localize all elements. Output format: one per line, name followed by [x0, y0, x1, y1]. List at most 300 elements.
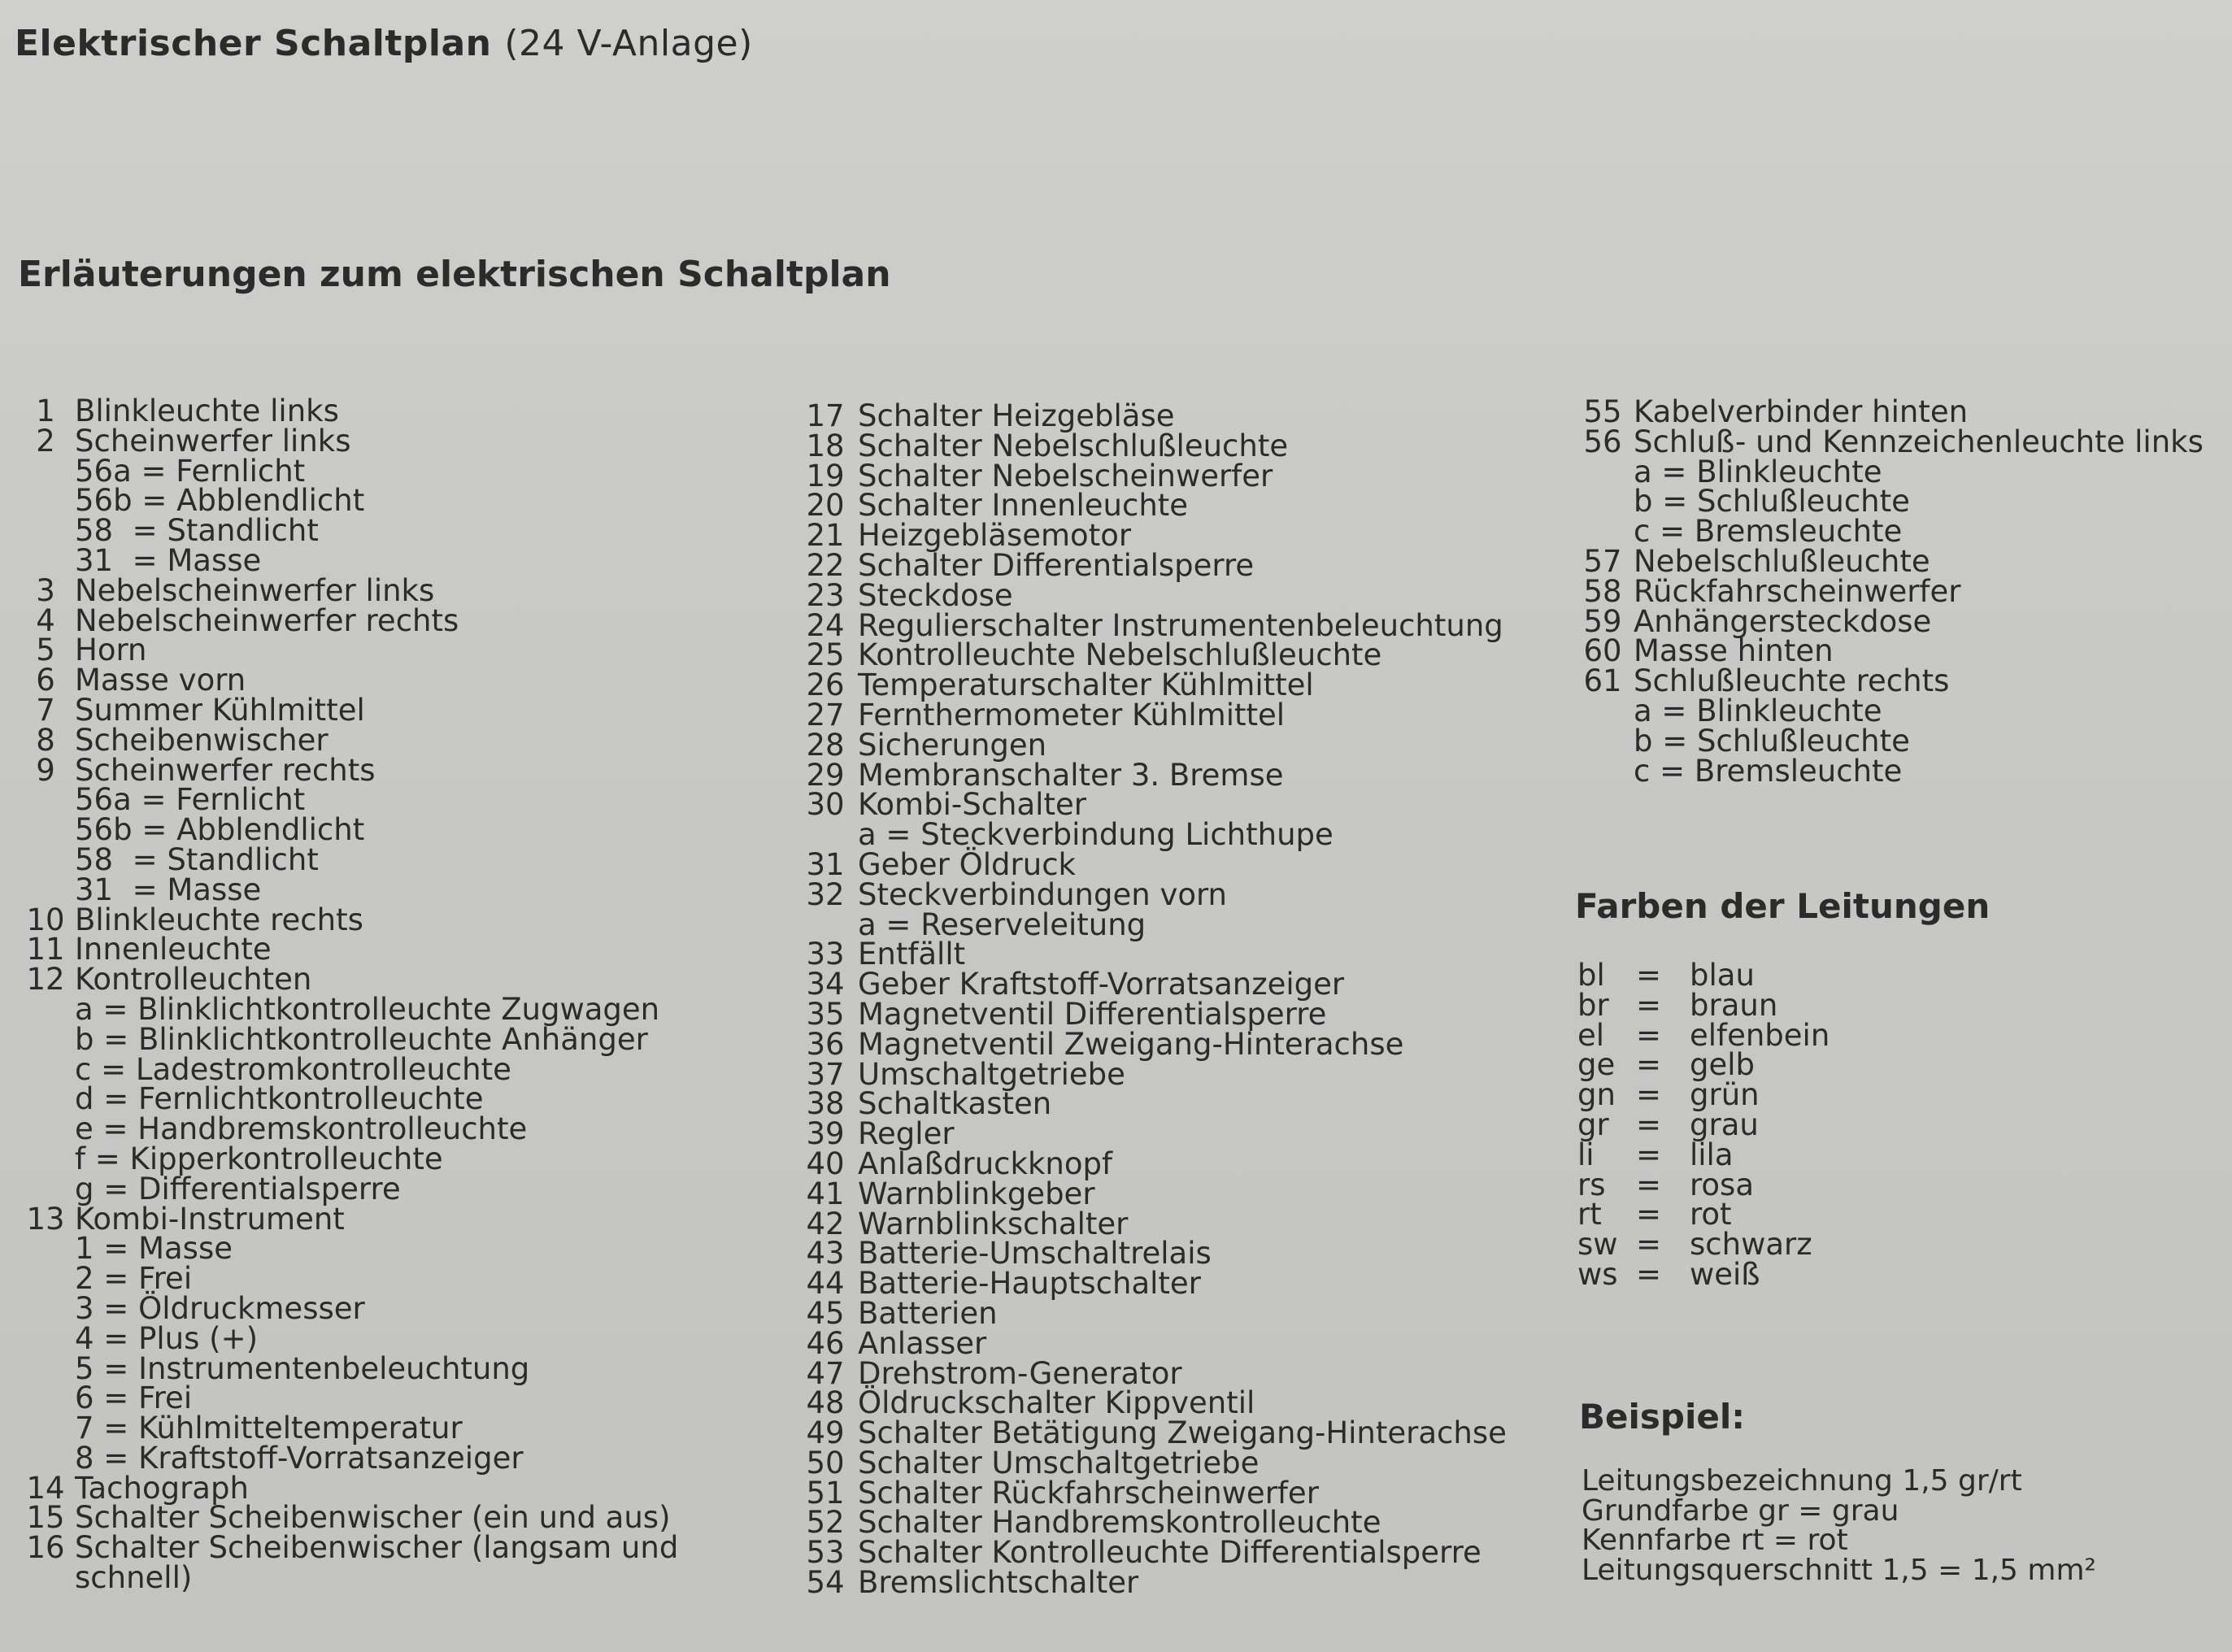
item-label: Schalter Innenleuchte — [858, 488, 1189, 524]
wire-color-item — [1577, 1047, 1830, 1083]
legend-item — [16, 782, 678, 818]
item-sub-label: 1 = Masse — [75, 1231, 233, 1267]
item-sub-label: b = Schlußleuchte — [1634, 723, 1910, 759]
example-line: Kennfarbe rt = rot — [1582, 1524, 1848, 1557]
item-label: Schalter Nebelscheinwerfer — [858, 458, 1273, 493]
item-number: 13 — [26, 1201, 65, 1237]
legend-item — [1572, 424, 2204, 459]
legend-item — [793, 817, 1507, 853]
legend-item — [16, 1440, 678, 1476]
item-label: Nebelscheinwerfer links — [75, 572, 435, 608]
item-number: 33 — [806, 937, 845, 972]
legend-item — [793, 1565, 1507, 1601]
legend-item — [16, 513, 678, 549]
equals-sign: = — [1636, 1197, 1662, 1232]
legend-item — [16, 812, 678, 848]
legend-item — [793, 518, 1507, 554]
item-number: 9 — [36, 752, 55, 788]
color-name: elfenbein — [1690, 1017, 1830, 1053]
legend-item — [16, 483, 678, 519]
item-number: 3 — [36, 572, 55, 608]
item-label: Masse hinten — [1634, 633, 1834, 669]
item-number: 26 — [806, 667, 845, 703]
legend-item — [793, 1385, 1507, 1421]
legend-item — [16, 1350, 678, 1386]
legend-item — [1572, 753, 2204, 789]
item-number: 50 — [806, 1445, 845, 1480]
legend-item — [16, 902, 678, 937]
equals-sign: = — [1636, 1256, 1662, 1292]
item-label: Sicherungen — [858, 727, 1047, 763]
color-code: sw — [1577, 1227, 1618, 1263]
item-label: Schalter Nebelschlußleuchte — [858, 428, 1289, 463]
wire-colors-heading: Farben der Leitungen — [1575, 886, 1991, 926]
item-number: 19 — [806, 458, 845, 493]
legend-item — [16, 1470, 678, 1506]
item-label: Batterie-Umschaltrelais — [858, 1236, 1212, 1272]
item-label: Masse vorn — [75, 663, 246, 698]
legend-item — [793, 1505, 1507, 1541]
legend-item — [16, 932, 678, 967]
legend-item — [793, 906, 1507, 942]
document-title — [15, 23, 753, 64]
color-name: weiß — [1690, 1256, 1760, 1292]
wire-color-item — [1577, 1137, 1830, 1172]
color-name: blau — [1690, 958, 1755, 993]
item-number: 8 — [36, 722, 55, 758]
legend-item — [1572, 723, 2204, 759]
item-number: 60 — [1583, 633, 1622, 669]
item-number: 20 — [806, 488, 845, 524]
legend-item — [1572, 394, 2204, 429]
item-sub-label: 5 = Instrumentenbeleuchtung — [75, 1350, 530, 1386]
item-label: Schaltkasten — [858, 1086, 1052, 1122]
item-label: Schalter Betätigung Zweigang-Hinterachse — [858, 1415, 1507, 1451]
wire-color-item — [1577, 1167, 1830, 1202]
legend-column-3 — [1572, 394, 2204, 789]
color-code: li — [1577, 1137, 1595, 1172]
item-number: 61 — [1583, 663, 1622, 699]
legend-item — [16, 1380, 678, 1416]
item-number: 22 — [806, 547, 845, 583]
item-sub-label: 4 = Plus (+) — [75, 1320, 259, 1356]
item-label: Geber Öldruck — [858, 846, 1076, 882]
equals-sign: = — [1636, 1106, 1662, 1142]
item-number: 34 — [806, 967, 845, 1002]
color-name: braun — [1690, 987, 1778, 1023]
item-number: 18 — [806, 428, 845, 463]
item-label: Öldruckschalter Kippventil — [858, 1385, 1255, 1421]
item-number: 51 — [806, 1475, 845, 1511]
item-number: 36 — [806, 1026, 845, 1062]
legend-column-1 — [16, 393, 679, 1596]
color-code: ge — [1577, 1047, 1616, 1083]
item-number: 45 — [806, 1295, 845, 1331]
legend-item — [793, 1535, 1507, 1571]
item-label: Regulierschalter Instrumentenbeleuchtung — [858, 607, 1503, 643]
item-label-continuation: schnell) — [75, 1560, 193, 1596]
item-sub-label: c = Ladestromkontrolleuchte — [75, 1051, 511, 1087]
item-label: Bremslichtschalter — [858, 1565, 1139, 1601]
legend-item — [1572, 573, 2204, 609]
item-sub-label: 58 = Standlicht — [75, 841, 319, 877]
legend-item — [16, 423, 678, 459]
item-sub-label: f = Kipperkontrolleuchte — [75, 1141, 443, 1176]
legend-item — [16, 1021, 678, 1057]
item-number: 59 — [1583, 603, 1622, 639]
wire-color-item — [1577, 1256, 1830, 1292]
item-label: Steckdose — [858, 577, 1013, 613]
item-sub-label: 56a = Fernlicht — [75, 782, 306, 818]
title-main: Elektrischer Schaltplan — [15, 23, 492, 64]
legend-item — [793, 846, 1507, 882]
legend-item — [1572, 514, 2204, 550]
example-block — [1582, 1464, 2096, 1587]
item-sub-label: 3 = Öldruckmesser — [75, 1290, 365, 1326]
legend-item — [793, 458, 1507, 493]
legend-item — [1572, 663, 2204, 699]
legend-item — [793, 607, 1507, 643]
item-number: 6 — [36, 663, 55, 698]
item-label: Magnetventil Zweigang-Hinterachse — [858, 1026, 1404, 1062]
item-number: 41 — [806, 1176, 845, 1211]
legend-item — [1572, 603, 2204, 639]
item-number: 31 — [806, 846, 845, 882]
item-label: Drehstrom-Generator — [858, 1355, 1182, 1391]
legend-item — [793, 1026, 1507, 1062]
item-label: Anlasser — [858, 1325, 987, 1361]
legend-item — [16, 1560, 678, 1596]
item-label: Summer Kühlmittel — [75, 692, 365, 728]
item-number: 56 — [1583, 424, 1622, 459]
color-code: gr — [1577, 1106, 1609, 1142]
item-number: 44 — [806, 1266, 845, 1302]
color-code: rs — [1577, 1167, 1606, 1202]
item-number: 32 — [806, 876, 845, 912]
equals-sign: = — [1636, 987, 1662, 1023]
item-label: Magnetventil Differentialsperre — [858, 996, 1327, 1032]
example-line: Grundfarbe gr = grau — [1582, 1493, 1899, 1528]
legend-item — [793, 876, 1507, 912]
item-number: 27 — [806, 697, 845, 733]
item-number: 47 — [806, 1355, 845, 1391]
color-name: rot — [1690, 1197, 1732, 1232]
legend-item — [16, 1290, 678, 1326]
item-number: 40 — [806, 1146, 845, 1181]
legend-item — [16, 1261, 678, 1297]
wire-color-item — [1577, 958, 1830, 993]
color-code: rt — [1577, 1197, 1602, 1232]
item-label: Tachograph — [75, 1470, 249, 1506]
item-sub-label: a = Steckverbindung Lichthupe — [858, 817, 1334, 853]
legend-item — [793, 1236, 1507, 1272]
item-number: 49 — [806, 1415, 845, 1451]
item-label: Warnblinkschalter — [858, 1206, 1129, 1241]
legend-item — [16, 1320, 678, 1356]
legend-item — [793, 727, 1507, 763]
equals-sign: = — [1636, 1047, 1662, 1083]
color-code: ws — [1577, 1256, 1618, 1292]
item-label: Scheibenwischer — [75, 722, 328, 758]
legend-item — [793, 1295, 1507, 1331]
item-sub-label: 56b = Abblendlicht — [75, 812, 365, 848]
item-number: 39 — [806, 1116, 845, 1152]
item-label: Schlußleuchte rechts — [1634, 663, 1950, 699]
item-label: Kontrolleuchte Nebelschlußleuchte — [858, 637, 1382, 673]
legend-item — [16, 1051, 678, 1087]
color-code: br — [1577, 987, 1609, 1023]
item-sub-label: a = Blinkleuchte — [1634, 693, 1882, 728]
item-number: 55 — [1583, 394, 1622, 429]
item-sub-label: 58 = Standlicht — [75, 513, 319, 549]
item-sub-label: 31 = Masse — [75, 872, 262, 907]
item-number: 15 — [26, 1500, 65, 1536]
legend-item — [1572, 543, 2204, 579]
item-label: Kabelverbinder hinten — [1634, 394, 1969, 429]
item-sub-label: 7 = Kühlmitteltemperatur — [75, 1411, 463, 1446]
color-code: bl — [1577, 958, 1605, 993]
item-number: 25 — [806, 637, 845, 673]
item-sub-label: b = Blinklichtkontrolleuchte Anhänger — [75, 1021, 648, 1057]
color-name: gelb — [1690, 1047, 1756, 1083]
item-label: Blinkleuchte rechts — [75, 902, 363, 937]
example-line: Leitungsbezeichnung 1,5 gr/rt — [1582, 1464, 2022, 1498]
legend-item — [16, 1231, 678, 1267]
color-code: gn — [1577, 1077, 1616, 1113]
item-label: Kombi-Instrument — [75, 1201, 345, 1237]
item-number: 11 — [26, 932, 65, 967]
item-label: Scheinwerfer links — [75, 423, 351, 459]
item-label: Anhängersteckdose — [1634, 603, 1932, 639]
legend-item — [793, 1415, 1507, 1451]
item-number: 53 — [806, 1535, 845, 1571]
example-heading: Beispiel: — [1579, 1397, 1746, 1437]
legend-item — [16, 1111, 678, 1147]
legend-item — [793, 697, 1507, 733]
item-number: 48 — [806, 1385, 845, 1421]
item-label: Scheinwerfer rechts — [75, 752, 376, 788]
item-number: 38 — [806, 1086, 845, 1122]
legend-item — [16, 991, 678, 1027]
item-sub-label: c = Bremsleuchte — [1634, 514, 1903, 550]
item-number: 23 — [806, 577, 845, 613]
item-number: 28 — [806, 727, 845, 763]
wire-colors-list — [1577, 958, 1830, 1292]
item-number: 43 — [806, 1236, 845, 1272]
item-label: Nebelschlußleuchte — [1634, 543, 1930, 579]
item-sub-label: c = Bremsleuchte — [1634, 753, 1903, 789]
item-label: Horn — [75, 633, 147, 668]
item-sub-label: 56b = Abblendlicht — [75, 483, 365, 519]
legend-item — [793, 1325, 1507, 1361]
color-name: schwarz — [1690, 1227, 1812, 1263]
legend-item — [793, 967, 1507, 1002]
item-label: Schalter Scheibenwischer (ein und aus) — [75, 1500, 671, 1536]
legend-item — [793, 996, 1507, 1032]
legend-item — [793, 1176, 1507, 1211]
item-label: Membranschalter 3. Bremse — [858, 757, 1284, 793]
item-number: 5 — [36, 633, 55, 668]
item-sub-label: 56a = Fernlicht — [75, 453, 306, 489]
equals-sign: = — [1636, 1017, 1662, 1053]
item-label: Schalter Rückfahrscheinwerfer — [858, 1475, 1319, 1511]
item-number: 17 — [806, 398, 845, 433]
item-label: Steckverbindungen vorn — [858, 876, 1228, 912]
wire-color-item — [1577, 987, 1830, 1023]
legend-item — [16, 542, 678, 578]
item-label: Schluß- und Kennzeichenleuchte links — [1634, 424, 2204, 459]
legend-item — [16, 1500, 678, 1536]
legend-item — [793, 1475, 1507, 1511]
wire-color-item — [1577, 1017, 1830, 1053]
color-name: lila — [1690, 1137, 1734, 1172]
legend-item — [793, 757, 1507, 793]
legend-item — [793, 1445, 1507, 1480]
item-number: 42 — [806, 1206, 845, 1241]
item-number: 21 — [806, 518, 845, 554]
item-label: Kontrolleuchten — [75, 962, 312, 998]
item-number: 35 — [806, 996, 845, 1032]
legend-item — [16, 1201, 678, 1237]
item-number: 58 — [1583, 573, 1622, 609]
item-label: Regler — [858, 1116, 955, 1152]
item-label: Umschaltgetriebe — [858, 1056, 1125, 1092]
color-name: grün — [1690, 1077, 1760, 1113]
legend-item — [16, 572, 678, 608]
legend-item — [1572, 484, 2204, 520]
legend-item — [793, 1056, 1507, 1092]
item-sub-label: 31 = Masse — [75, 542, 262, 578]
legend-item — [16, 962, 678, 998]
equals-sign: = — [1636, 1137, 1662, 1172]
item-number: 2 — [36, 423, 55, 459]
item-sub-label: a = Reserveleitung — [858, 906, 1146, 942]
legend-item — [16, 722, 678, 758]
legend-item — [16, 1171, 678, 1206]
item-number: 37 — [806, 1056, 845, 1092]
wire-color-item — [1577, 1227, 1830, 1263]
color-code: el — [1577, 1017, 1605, 1053]
legend-item — [793, 1206, 1507, 1241]
legend-item — [793, 1355, 1507, 1391]
item-label: Fernthermometer Kühlmittel — [858, 697, 1286, 733]
item-sub-label: 2 = Frei — [75, 1261, 193, 1297]
legend-item — [1572, 693, 2204, 728]
title-sub: (24 V-Anlage) — [504, 23, 753, 64]
item-label: Batterie-Hauptschalter — [858, 1266, 1201, 1302]
item-number: 57 — [1583, 543, 1622, 579]
item-label: Geber Kraftstoff-Vorratsanzeiger — [858, 967, 1345, 1002]
legend-item — [16, 633, 678, 668]
legend-item — [16, 453, 678, 489]
item-sub-label: b = Schlußleuchte — [1634, 484, 1910, 520]
equals-sign: = — [1636, 958, 1662, 993]
legend-column-2 — [793, 398, 1507, 1601]
item-label: Kombi-Schalter — [858, 787, 1086, 823]
item-label: Schalter Kontrolleuchte Differentialsperre — [858, 1535, 1481, 1571]
item-number: 46 — [806, 1325, 845, 1361]
legend-item — [16, 841, 678, 877]
legend-item — [793, 1146, 1507, 1181]
item-sub-label: d = Fernlichtkontrolleuchte — [75, 1081, 484, 1117]
item-label: Schalter Umschaltgetriebe — [858, 1445, 1260, 1480]
item-sub-label: g = Differentialsperre — [75, 1171, 401, 1206]
wire-color-item — [1577, 1106, 1830, 1142]
item-number: 1 — [36, 393, 55, 428]
item-number: 4 — [36, 602, 55, 638]
legend-item — [793, 398, 1507, 433]
item-label: Blinkleuchte links — [75, 393, 339, 428]
example-line: Leitungsquerschnitt 1,5 = 1,5 mm² — [1582, 1553, 2096, 1587]
item-sub-label: a = Blinkleuchte — [1634, 454, 1882, 489]
legend-item — [16, 1081, 678, 1117]
item-label: Schalter Scheibenwischer (langsam und — [75, 1530, 679, 1566]
legend-item — [793, 937, 1507, 972]
legend-item — [793, 667, 1507, 703]
item-number: 16 — [26, 1530, 65, 1566]
legend-item — [16, 692, 678, 728]
item-number: 7 — [36, 692, 55, 728]
item-label: Anlaßdruckknopf — [858, 1146, 1112, 1181]
item-label: Batterien — [858, 1295, 998, 1331]
legend-item — [793, 488, 1507, 524]
item-label: Heizgebläsemotor — [858, 518, 1132, 554]
item-number: 30 — [806, 787, 845, 823]
item-number: 52 — [806, 1505, 845, 1541]
legend-item — [1572, 633, 2204, 669]
legend-item — [16, 1530, 679, 1566]
item-number: 24 — [806, 607, 845, 643]
legend-item — [16, 663, 678, 698]
legend-item — [16, 872, 678, 907]
color-name: rosa — [1690, 1167, 1754, 1202]
equals-sign: = — [1636, 1227, 1662, 1263]
item-number: 54 — [806, 1565, 845, 1601]
legend-item — [793, 1086, 1507, 1122]
item-label: Schalter Handbremskontrolleuchte — [858, 1505, 1381, 1541]
equals-sign: = — [1636, 1167, 1662, 1202]
legend-item — [793, 1116, 1507, 1152]
equals-sign: = — [1636, 1077, 1662, 1113]
item-label: Entfällt — [858, 937, 966, 972]
legend-item — [16, 1411, 678, 1446]
section-heading: Erläuterungen zum elektrischen Schaltplan — [18, 254, 891, 295]
legend-item — [1572, 454, 2204, 489]
item-label: Temperaturschalter Kühlmittel — [858, 667, 1314, 703]
legend-item — [16, 393, 678, 428]
wire-color-item — [1577, 1197, 1830, 1232]
item-label: Schalter Heizgebläse — [858, 398, 1175, 433]
legend-item — [16, 602, 678, 638]
legend-item — [793, 428, 1507, 463]
item-number: 12 — [26, 962, 65, 998]
item-sub-label: a = Blinklichtkontrolleuchte Zugwagen — [75, 991, 660, 1027]
wire-color-item — [1577, 1077, 1830, 1113]
item-sub-label: e = Handbremskontrolleuchte — [75, 1111, 528, 1147]
legend-item — [793, 787, 1507, 823]
item-label: Nebelscheinwerfer rechts — [75, 602, 459, 638]
legend-item — [793, 637, 1507, 673]
color-name: grau — [1690, 1106, 1759, 1142]
item-number: 29 — [806, 757, 845, 793]
legend-item — [16, 1141, 678, 1176]
item-label: Schalter Differentialsperre — [858, 547, 1255, 583]
item-number: 10 — [26, 902, 65, 937]
item-number: 14 — [26, 1470, 65, 1506]
item-sub-label: 8 = Kraftstoff-Vorratsanzeiger — [75, 1440, 524, 1476]
item-sub-label: 6 = Frei — [75, 1380, 193, 1416]
item-label: Rückfahrscheinwerfer — [1634, 573, 1961, 609]
